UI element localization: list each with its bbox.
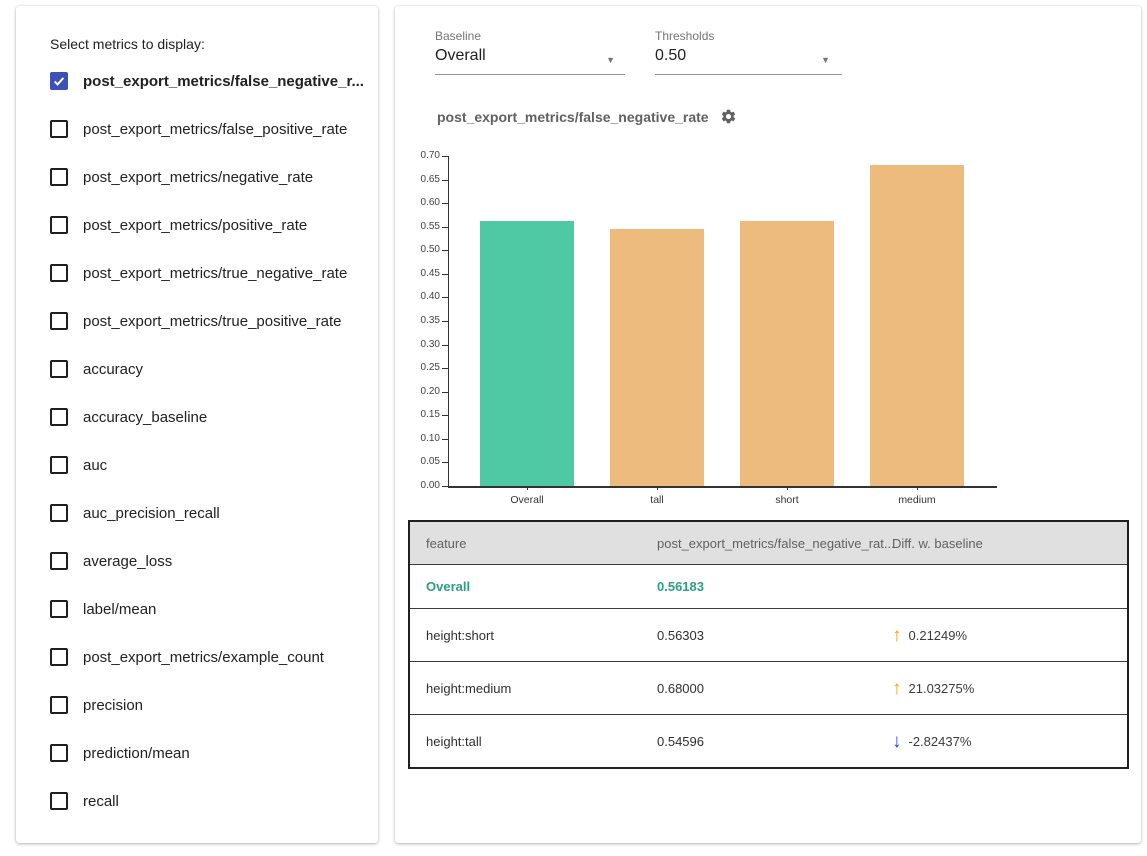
diff-with-baseline-cell [876, 609, 1127, 661]
y-axis [448, 156, 449, 486]
chevron-down-icon: ▼ [821, 55, 830, 65]
metric-checkbox-item[interactable] [50, 681, 370, 729]
checkbox-unchecked-icon[interactable] [50, 408, 68, 426]
thresholds-dropdown-label: Thresholds [655, 29, 715, 43]
y-axis-tick [442, 227, 448, 228]
metric-label: post_export_metrics/negative_rate [83, 168, 314, 186]
y-axis-tick [442, 439, 448, 440]
x-axis-tick [527, 486, 528, 490]
checkbox-unchecked-icon[interactable] [50, 312, 68, 330]
y-axis-tick-label: 0.50 [420, 244, 440, 256]
metric-label: post_export_metrics/true_negative_rate [83, 264, 348, 282]
metric-label: precision [83, 696, 144, 714]
metric-value-cell: 0.56303 [657, 627, 704, 643]
y-axis-tick-label: 0.65 [420, 173, 440, 185]
metric-label: accuracy_baseline [83, 408, 208, 426]
x-axis [448, 486, 997, 488]
metric-value-cell: 0.68000 [657, 680, 704, 696]
metric-label: post_export_metrics/false_negative_r... [83, 72, 364, 90]
feature-cell: Overall [426, 579, 471, 594]
y-axis-tick [442, 486, 448, 487]
metric-checkbox-item[interactable] [50, 393, 370, 441]
checkbox-unchecked-icon[interactable] [50, 648, 68, 666]
y-axis-tick-label: 0.45 [420, 267, 440, 279]
metric-label: label/mean [83, 600, 157, 618]
chart-title: post_export_metrics/false_negative_rate [437, 108, 709, 125]
slice-metric-bar-chart [395, 6, 1141, 518]
metric-value-cell: 0.54596 [657, 733, 704, 749]
x-axis-tick-label: tall [650, 494, 664, 506]
metric-checkbox-item[interactable] [50, 633, 370, 681]
y-axis-tick-label: 0.20 [420, 385, 440, 397]
metric-checkbox-item[interactable] [50, 201, 370, 249]
chevron-down-icon: ▼ [606, 55, 615, 65]
thresholds-dropdown-value: 0.50 [655, 47, 687, 64]
y-axis-tick-label: 0.60 [420, 197, 440, 209]
baseline-dropdown-value: Overall [435, 47, 486, 64]
arrow-down-icon: ↓ [892, 730, 902, 752]
y-axis-tick [442, 321, 448, 322]
y-axis-tick-label: 0.30 [420, 338, 440, 350]
metric-checkbox-item[interactable] [50, 585, 370, 633]
table-row [410, 608, 1127, 661]
y-axis-tick [442, 345, 448, 346]
checkbox-unchecked-icon[interactable] [50, 168, 68, 186]
y-axis-tick-label: 0.05 [420, 456, 440, 468]
slice-metrics-table [408, 520, 1129, 769]
metrics-browser-panel [395, 6, 1141, 843]
diff-value: 21.03275% [908, 680, 975, 696]
y-axis-tick [442, 415, 448, 416]
y-axis-tick-label: 0.15 [420, 409, 440, 421]
metric-label: accuracy [83, 360, 144, 378]
feature-cell: height:medium [426, 680, 512, 696]
arrow-up-icon: ↑ [892, 677, 902, 699]
y-axis-tick [442, 203, 448, 204]
diff-with-baseline-cell [876, 662, 1127, 714]
checkbox-unchecked-icon[interactable] [50, 744, 68, 762]
y-axis-tick-label: 0.25 [420, 362, 440, 374]
y-axis-tick-label: 0.35 [420, 315, 440, 326]
baseline-dropdown-label: Baseline [435, 29, 482, 43]
x-axis-tick-label: short [775, 494, 799, 506]
checkbox-unchecked-icon[interactable] [50, 360, 68, 378]
checkbox-unchecked-icon[interactable] [50, 504, 68, 522]
metric-label: post_export_metrics/false_positive_rate [83, 120, 348, 138]
y-axis-tick [442, 368, 448, 369]
y-axis-tick [442, 392, 448, 393]
y-axis-tick-label: 0.40 [420, 291, 440, 303]
metric-list [50, 57, 370, 825]
metric-checkbox-item[interactable] [50, 777, 370, 825]
feature-cell: height:short [426, 627, 494, 643]
y-axis-tick [442, 156, 448, 157]
diff-value: 0.21249% [908, 627, 968, 643]
checkbox-unchecked-icon[interactable] [50, 600, 68, 618]
bar-short[interactable] [740, 221, 834, 486]
y-axis-tick-label: 0.70 [420, 150, 440, 161]
y-axis-tick [442, 180, 448, 181]
y-axis-tick-label: 0.00 [420, 480, 440, 491]
metric-selector-panel [16, 6, 378, 843]
metric-label: post_export_metrics/true_positive_rate [83, 312, 342, 330]
metric-checkbox-item[interactable] [50, 57, 370, 105]
diff-with-baseline-cell [876, 565, 1127, 608]
checkbox-unchecked-icon[interactable] [50, 792, 68, 810]
diff-with-baseline-cell [876, 715, 1127, 767]
table-row [410, 564, 1127, 608]
x-axis-tick-label: Overall [510, 494, 544, 506]
x-axis-tick [917, 486, 918, 490]
y-axis-tick [442, 274, 448, 275]
x-axis-tick [657, 486, 658, 490]
metric-checkbox-item[interactable] [50, 729, 370, 777]
checkbox-checked-icon[interactable] [50, 72, 68, 90]
y-axis-tick [442, 462, 448, 463]
arrow-up-icon: ↑ [892, 624, 902, 646]
bar-medium[interactable] [870, 165, 964, 486]
metric-label: post_export_metrics/positive_rate [83, 216, 308, 234]
metric-label: average_loss [83, 552, 173, 570]
checkbox-unchecked-icon[interactable] [50, 696, 68, 714]
metric-checkbox-item[interactable] [50, 297, 370, 345]
metric-label: auc_precision_recall [83, 504, 220, 522]
x-axis-tick [787, 486, 788, 490]
bar-Overall[interactable] [480, 221, 574, 486]
metric-checkbox-item[interactable] [50, 153, 370, 201]
metric-label: auc [83, 456, 108, 474]
checkbox-unchecked-icon[interactable] [50, 216, 68, 234]
checkbox-unchecked-icon[interactable] [50, 264, 68, 282]
feature-cell: height:tall [426, 733, 482, 749]
metric-checkbox-item[interactable] [50, 441, 370, 489]
metric-label: post_export_metrics/example_count [83, 648, 324, 666]
metric-value-cell: 0.56183 [657, 579, 704, 594]
column-header: Diff. w. baseline [892, 535, 983, 551]
column-header: feature [426, 535, 467, 551]
table-header-row [410, 522, 1127, 564]
y-axis-tick [442, 250, 448, 251]
column-header: post_export_metrics/false_negative_rat... [657, 535, 895, 551]
metric-label: recall [83, 792, 119, 810]
checkbox-unchecked-icon[interactable] [50, 552, 68, 570]
metric-checkbox-item[interactable] [50, 345, 370, 393]
diff-value: -2.82437% [908, 733, 972, 749]
table-row [410, 714, 1127, 767]
y-axis-tick-label: 0.10 [420, 432, 440, 444]
metric-selector-title: Select metrics to display: [50, 36, 205, 52]
bar-tall[interactable] [610, 229, 704, 486]
x-axis-tick-label: medium [898, 494, 936, 506]
y-axis-tick-label: 0.55 [420, 220, 440, 232]
y-axis-tick [442, 297, 448, 298]
checkbox-unchecked-icon[interactable] [50, 120, 68, 138]
table-row [410, 661, 1127, 714]
checkbox-unchecked-icon[interactable] [50, 456, 68, 474]
metric-checkbox-item[interactable] [50, 249, 370, 297]
metric-label: prediction/mean [83, 744, 190, 762]
metric-checkbox-item[interactable] [50, 489, 370, 537]
metric-checkbox-item[interactable] [50, 537, 370, 585]
metric-checkbox-item[interactable] [50, 105, 370, 153]
